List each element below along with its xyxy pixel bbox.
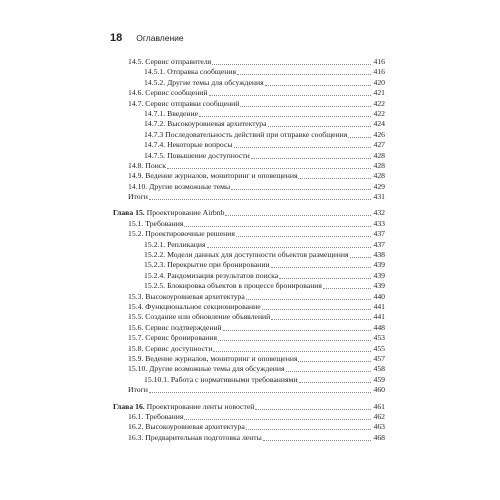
dot-leader [167, 168, 371, 169]
toc-entry-title: 14.9. Ведение журналов, мониторинг и оповещения [128, 171, 298, 181]
dot-leader [262, 309, 371, 310]
toc-entry[interactable] [113, 333, 385, 343]
table-of-contents [113, 57, 385, 443]
toc-entry-title: 14.7.2. Высокоуровневая архитектура [144, 119, 267, 129]
dot-leader [279, 278, 371, 279]
toc-entry[interactable] [113, 385, 385, 395]
toc-page-number: 460 [373, 385, 385, 395]
dot-leader [255, 409, 371, 410]
toc-page-number: 428 [373, 160, 385, 170]
dot-leader [268, 126, 371, 127]
toc-page-number: 421 [373, 88, 385, 98]
toc-page-number: 420 [373, 77, 385, 87]
toc-entry[interactable] [113, 229, 385, 239]
toc-entry[interactable] [113, 130, 385, 140]
dot-leader [246, 299, 371, 300]
dot-leader [184, 226, 371, 227]
dot-leader [213, 351, 371, 352]
toc-page-number: 437 [373, 239, 385, 249]
dot-leader [298, 361, 371, 362]
toc-entry[interactable] [113, 312, 385, 322]
toc-page-number: 427 [373, 140, 385, 150]
toc-entry[interactable] [113, 171, 385, 181]
toc-entry-title [113, 402, 254, 412]
toc-page-number: 448 [373, 322, 385, 332]
toc-entry-title: 14.5. Сервис отправителя [128, 57, 212, 66]
dot-leader [286, 371, 371, 372]
toc-page-number: 455 [373, 343, 385, 353]
toc-entry[interactable] [113, 240, 385, 250]
toc-entry-title: 16.2. Высокоуровневая архитектура [128, 422, 245, 432]
toc-page-number: 463 [373, 422, 385, 432]
toc-entry[interactable] [113, 57, 385, 67]
toc-entry-title: 15.9. Ведение журналов, мониторинг и оповещения [128, 353, 298, 363]
toc-page-number: 439 [373, 260, 385, 270]
dot-leader [251, 158, 371, 159]
toc-page-number: 433 [373, 218, 385, 228]
dot-leader [149, 199, 371, 200]
toc-page-number: 439 [373, 281, 385, 291]
dot-leader [298, 178, 371, 179]
toc-page-number: 416 [373, 57, 385, 66]
toc-page-number: 432 [373, 208, 385, 218]
toc-page-number: 457 [373, 353, 385, 363]
toc-entry-title: 15.6. Сервис подтверждений [128, 322, 222, 332]
toc-chapter[interactable] [113, 208, 385, 218]
toc-page-number: 441 [373, 301, 385, 311]
toc-entry-title: Итоги [128, 192, 148, 202]
toc-page-number: 439 [373, 270, 385, 280]
toc-page-number: 431 [373, 192, 385, 202]
dot-leader [184, 419, 371, 420]
toc-entry[interactable] [113, 433, 385, 443]
toc-entry-title: 14.7. Сервис отправки сообщений [128, 98, 240, 108]
dot-leader [199, 116, 371, 117]
dot-leader [234, 147, 371, 148]
toc-entry[interactable] [113, 151, 385, 161]
toc-page-number: 440 [373, 291, 385, 301]
dot-leader [212, 64, 371, 65]
toc-entry-title: 15.1. Требования [128, 218, 184, 228]
dot-leader [237, 74, 371, 75]
toc-entry-title: 15.2.3. Перекрытие при бронировании [144, 260, 270, 270]
toc-entry[interactable] [113, 250, 385, 260]
toc-entry-title: 15.10.1. Работа с нормативными требованиями [144, 374, 298, 384]
toc-entry-title: 14.5.2. Другие темы для обсуждения [144, 77, 264, 87]
toc-page-number: 429 [373, 181, 385, 191]
toc-entry-title: 14.7.1. Введение [144, 108, 199, 118]
toc-entry-title [113, 208, 224, 218]
toc-page-number: 462 [373, 411, 385, 421]
toc-page-number: 428 [373, 171, 385, 181]
dot-leader [299, 382, 371, 383]
toc-page-number: 461 [373, 401, 385, 411]
toc-entry[interactable] [113, 375, 385, 385]
toc-entry-title: 14.8. Поиск [128, 160, 166, 170]
dot-leader [263, 440, 371, 441]
dot-leader [323, 288, 371, 289]
toc-entry-title: 15.2.1. Репликация [144, 239, 206, 249]
dot-leader [225, 215, 371, 216]
dot-leader [218, 340, 371, 341]
toc-entry[interactable] [113, 412, 385, 422]
toc-entry[interactable] [113, 140, 385, 150]
toc-entry-title: 16.3. Предварительная подготовка ленты [128, 432, 262, 442]
dot-leader [271, 319, 371, 320]
toc-entry[interactable] [113, 219, 385, 229]
toc-entry-title: Итоги [128, 385, 148, 395]
toc-entry-title: 15.2.2. Модели данных для доступности объектов размещения [144, 250, 349, 260]
dot-leader [350, 257, 371, 258]
chapter-label: Глава 15. [113, 208, 145, 218]
toc-entry[interactable] [113, 354, 385, 364]
toc-entry-title: 14.7.3 Последовательность действий при отправке сообщения [144, 129, 348, 139]
chapter-title: Проектирование Airbnb [146, 208, 225, 218]
toc-entry[interactable] [113, 88, 385, 98]
toc-entry-title: 15.2.4. Рандомизация результатов поиска [144, 270, 279, 280]
dot-leader [240, 106, 371, 107]
toc-entry[interactable] [113, 292, 385, 302]
dot-leader [348, 137, 371, 138]
toc-entry-title: 14.5.1. Отправка сообщения [144, 67, 237, 77]
toc-entry-title: 14.7.5. Повышение доступности [144, 150, 250, 160]
toc-page-number: 468 [373, 432, 385, 442]
toc-page-number: 441 [373, 312, 385, 322]
toc-page-number: 426 [373, 129, 385, 139]
page-number: 18 [110, 32, 123, 44]
toc-entry[interactable] [113, 271, 385, 281]
toc-entry[interactable] [113, 192, 385, 202]
toc-entry-title: 14.6. Сервис сообщений [128, 88, 208, 98]
toc-page-number: 424 [373, 119, 385, 129]
toc-entry-title: 15.2.5. Блокировка объектов в процессе бронирования [144, 281, 322, 291]
chapter-title: Проектирование ленты новостей [146, 401, 255, 411]
chapter-label: Глава 16. [113, 401, 145, 411]
toc-entry[interactable] [113, 182, 385, 192]
toc-page-number: 438 [373, 250, 385, 260]
running-title: Оглавление [136, 33, 184, 43]
dot-leader [207, 247, 371, 248]
toc-entry[interactable] [113, 119, 385, 129]
dot-leader [246, 429, 371, 430]
toc-entry[interactable] [113, 344, 385, 354]
toc-page-number: 437 [373, 229, 385, 239]
toc-entry-title: 14.10. Другие возможные темы [128, 181, 231, 191]
toc-page-number: 428 [373, 150, 385, 160]
dot-leader [265, 85, 371, 86]
dot-leader [223, 330, 371, 331]
toc-page-number: 453 [373, 333, 385, 343]
toc-entry[interactable] [113, 281, 385, 291]
toc-entry[interactable] [113, 161, 385, 171]
toc-entry[interactable] [113, 323, 385, 333]
toc-page-number: 422 [373, 98, 385, 108]
toc-entry[interactable] [113, 302, 385, 312]
toc-entry[interactable] [113, 67, 385, 77]
dot-leader [149, 392, 371, 393]
toc-entry[interactable] [113, 99, 385, 109]
toc-entry-title: 14.7.4. Некоторые вопросы [144, 140, 233, 150]
toc-entry-title: 16.1. Требования [128, 411, 184, 421]
toc-entry-title: 15.2. Проектировочные решения [128, 229, 235, 239]
toc-entry[interactable] [113, 364, 385, 374]
toc-entry-title: 15.4. Функциональное секционирование [128, 301, 261, 311]
dot-leader [231, 189, 371, 190]
toc-page-number: 422 [373, 108, 385, 118]
toc-entry-title: 15.5. Создание или обновление объявлений [128, 312, 271, 322]
toc-entry-title: 15.3. Высокоуровневая архитектура [128, 291, 245, 301]
dot-leader [209, 95, 371, 96]
toc-page-number: 458 [373, 364, 385, 374]
toc-entry[interactable] [113, 422, 385, 432]
dot-leader [236, 236, 371, 237]
dot-leader [271, 267, 371, 268]
toc-entry[interactable] [113, 260, 385, 270]
toc-page-number: 459 [373, 374, 385, 384]
toc-chapter[interactable] [113, 402, 385, 412]
toc-entry[interactable] [113, 78, 385, 88]
toc-page-number: 416 [373, 67, 385, 77]
page-header [110, 28, 184, 44]
toc-entry-title: 15.7. Сервис бронирования [128, 333, 218, 343]
toc-entry-title: 15.10. Другие возможные темы для обсуждения [128, 364, 285, 374]
toc-entry[interactable] [113, 109, 385, 119]
toc-entry-title: 15.8. Сервис доступности [128, 343, 213, 353]
